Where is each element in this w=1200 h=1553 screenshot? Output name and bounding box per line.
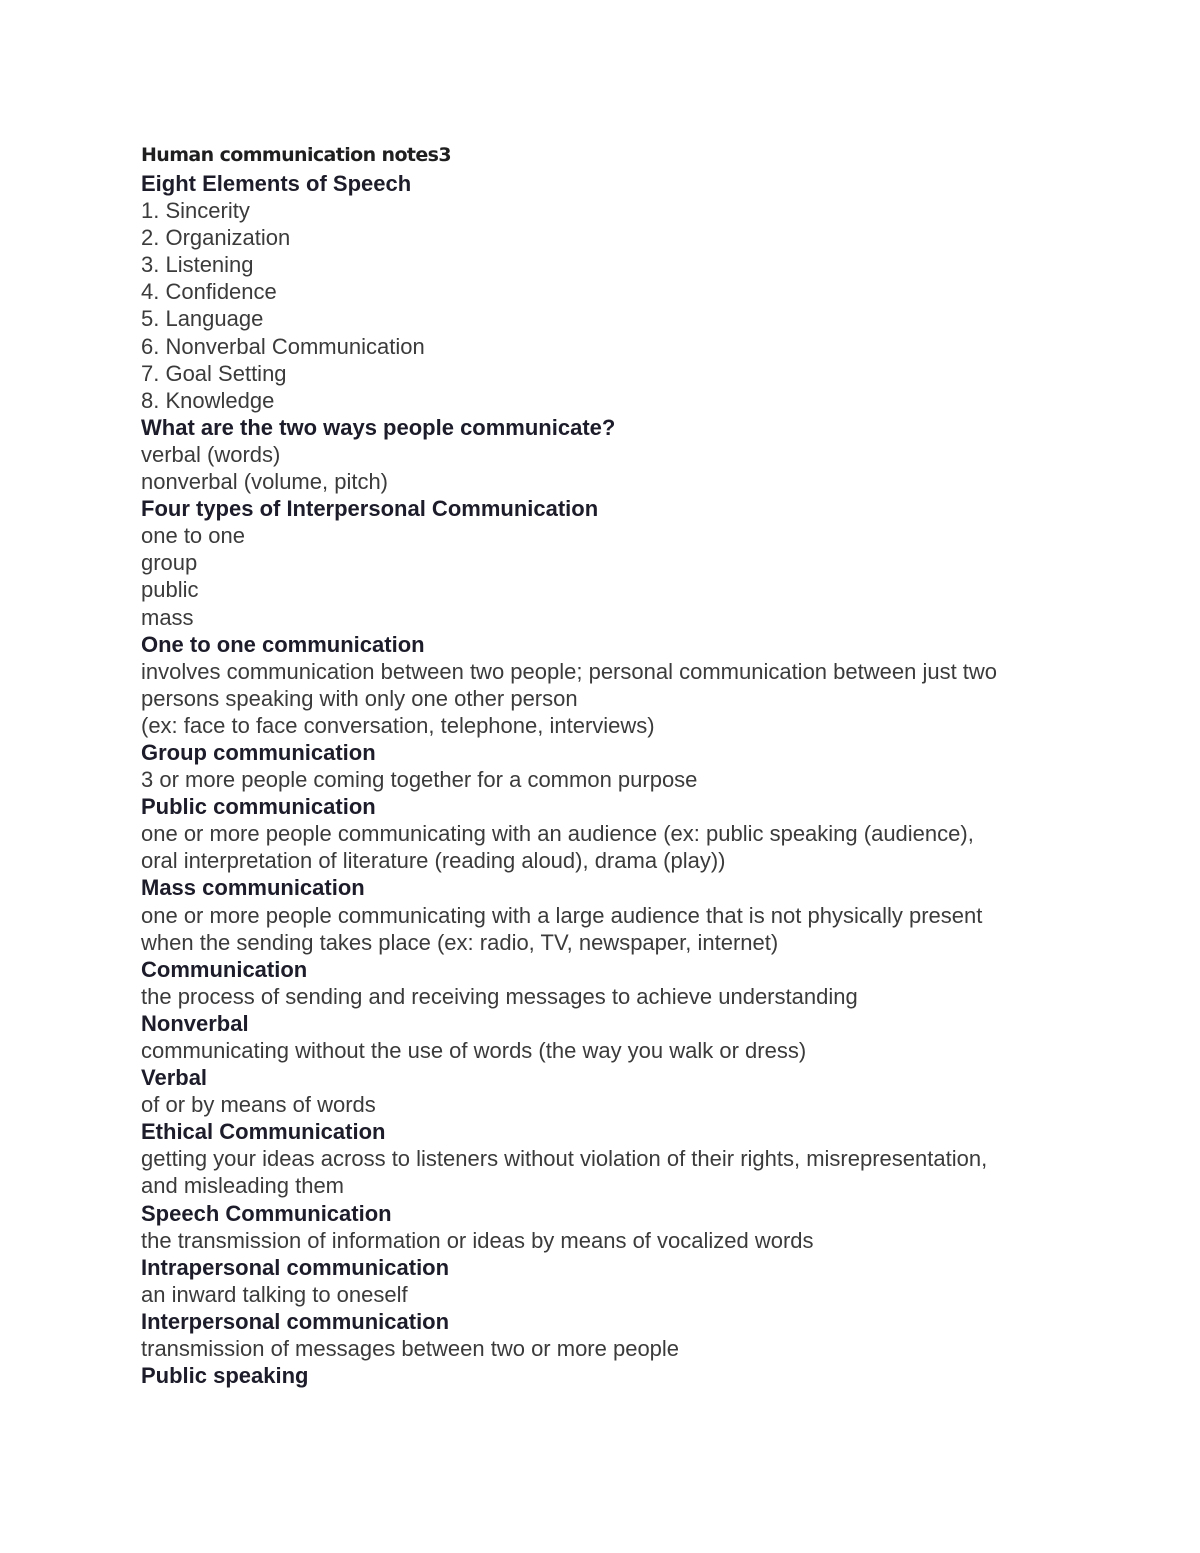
section-heading-ethical: Ethical Communication <box>141 1119 386 1145</box>
section-heading-one-to-one: One to one communication <box>141 631 425 657</box>
section-heading-eight-elements: Eight Elements of Speech <box>141 171 412 196</box>
list-item: 7. Goal Setting <box>141 360 287 386</box>
section-heading-public-speaking: Public speaking <box>141 1363 309 1389</box>
body-line: 3 or more people coming together for a common purpose <box>141 767 698 793</box>
list-item: 3. Listening <box>141 252 254 278</box>
body-line: of or by means of words <box>141 1092 376 1118</box>
body-line: an inward talking to oneself <box>141 1281 408 1307</box>
list-item: 5. Language <box>141 306 264 332</box>
section-heading-verbal: Verbal <box>141 1065 208 1091</box>
list-item: 1. Sincerity <box>141 198 250 224</box>
list-item: 2. Organization <box>141 225 291 251</box>
section-heading-two-ways: What are the two ways people communicate? <box>141 414 616 440</box>
body-line: the process of sending and receiving messages to achieve understanding <box>141 983 858 1009</box>
body-line: one to one <box>141 523 245 549</box>
section-heading-intrapersonal: Intrapersonal communication <box>141 1254 450 1280</box>
section-heading-communication: Communication <box>141 956 308 982</box>
section-heading-nonverbal: Nonverbal <box>141 1010 249 1036</box>
body-line: communicating without the use of words (the way you walk or dress) <box>141 1038 807 1063</box>
document-page <box>141 140 1101 1389</box>
body-line: mass <box>141 604 194 630</box>
body-line: when the sending takes place (ex: radio, TV, newspaper, internet) <box>141 929 779 955</box>
body-line: verbal (words) <box>141 441 281 467</box>
list-item: 4. Confidence <box>141 279 277 305</box>
document-title: Human communication notes3 <box>141 144 452 166</box>
body-line: public <box>141 577 199 603</box>
body-line: one or more people communicating with a large audience that is not physically present <box>141 902 983 928</box>
section-heading-interpersonal: Interpersonal communication <box>141 1308 450 1334</box>
body-line: persons speaking with only one other person <box>141 685 578 711</box>
body-line: one or more people communicating with an audience (ex: public speaking (audience), <box>141 821 974 847</box>
body-line: the transmission of information or ideas by means of vocalized words <box>141 1227 814 1253</box>
list-item: 6. Nonverbal Communication <box>141 333 425 359</box>
section-heading-four-types: Four types of Interpersonal Communication <box>141 496 599 522</box>
body-line: getting your ideas across to listeners without violation of their rights, misrepresentation, <box>141 1146 988 1172</box>
body-line: transmission of messages between two or more people <box>141 1336 680 1362</box>
section-heading-mass: Mass communication <box>141 875 365 901</box>
section-heading-public: Public communication <box>141 794 376 820</box>
body-line: oral interpretation of literature (reading aloud), drama (play)) <box>141 848 726 874</box>
section-heading-speech: Speech Communication <box>141 1200 392 1226</box>
body-line: involves communication between two people; personal communication between just two <box>141 658 998 684</box>
body-line: group <box>141 550 198 576</box>
list-item: 8. Knowledge <box>141 387 275 413</box>
section-heading-group: Group communication <box>141 739 376 765</box>
body-line: nonverbal (volume, pitch) <box>141 469 389 495</box>
body-line: (ex: face to face conversation, telephone, interviews) <box>141 712 655 738</box>
body-line: and misleading them <box>141 1173 345 1199</box>
